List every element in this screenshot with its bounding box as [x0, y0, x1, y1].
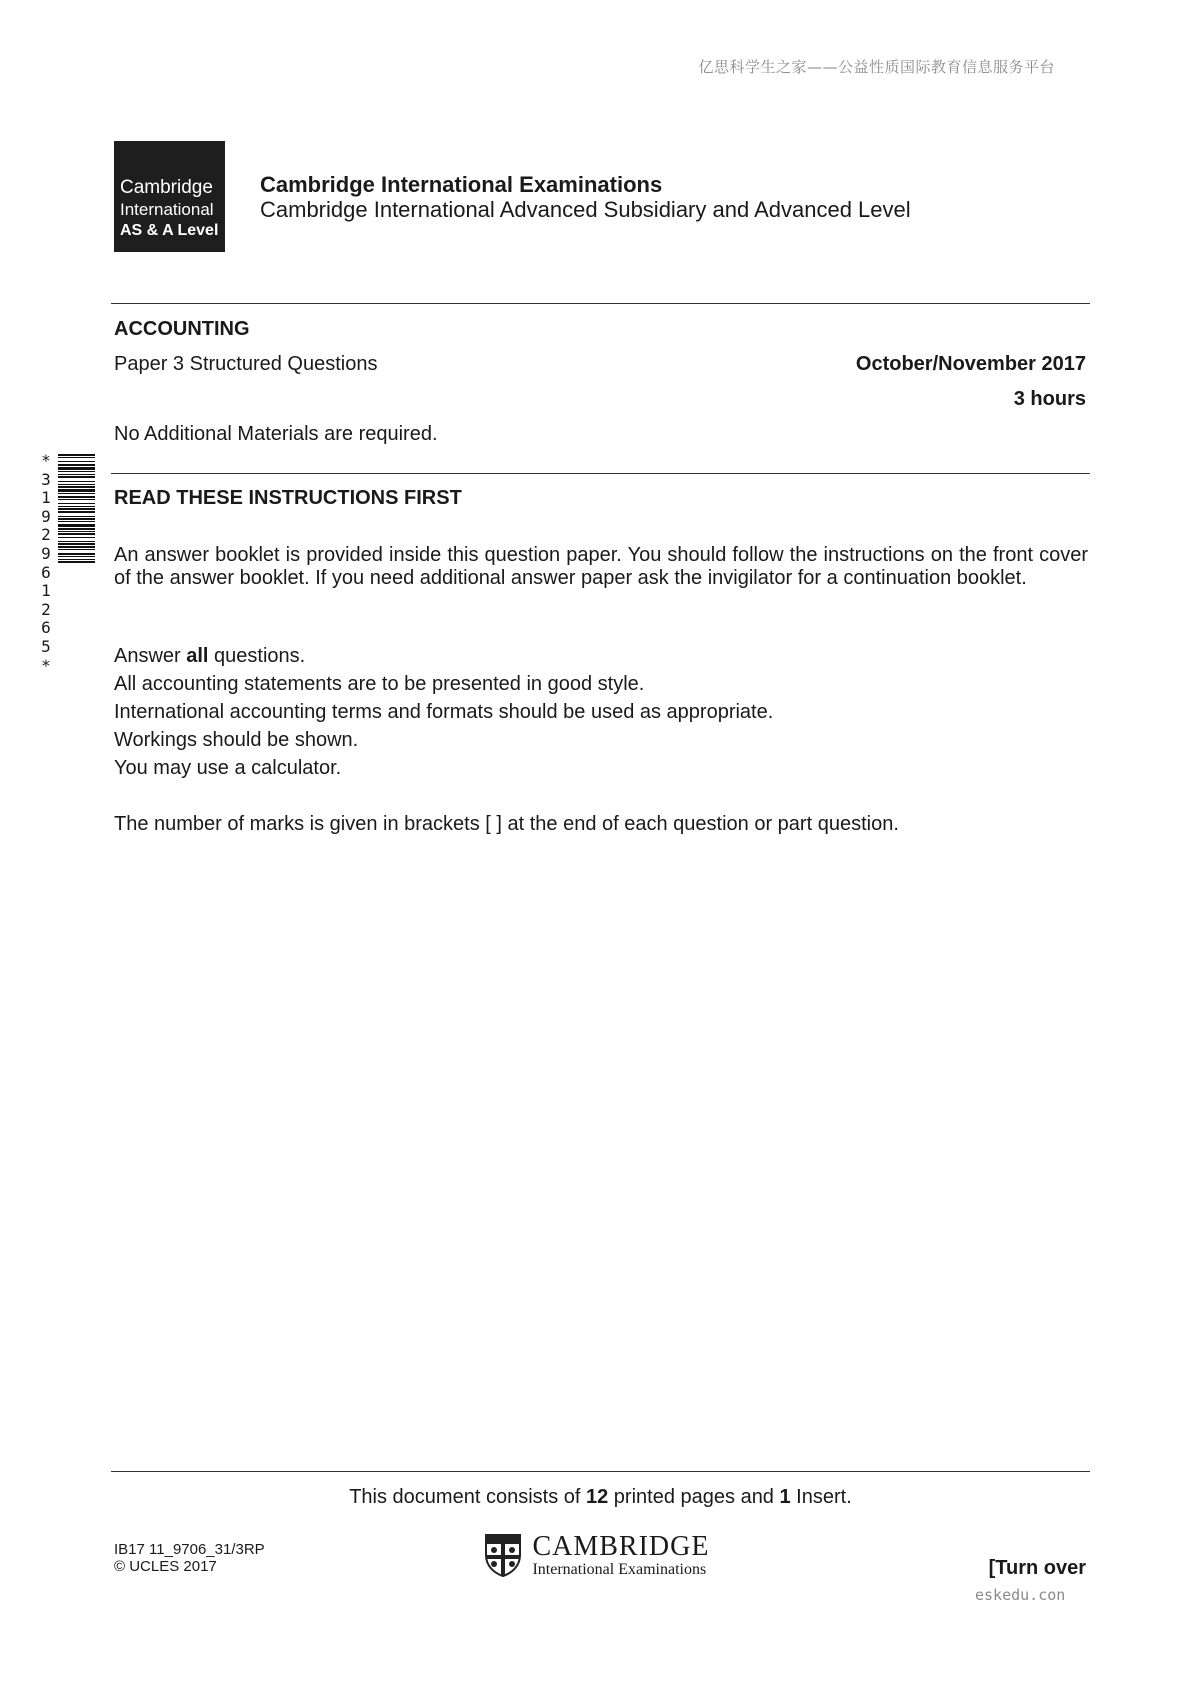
instruction-terms: International accounting terms and formats should be used as appropriate.	[114, 701, 774, 723]
instruction-workings: Workings should be shown.	[114, 729, 359, 751]
subject-title: ACCOUNTING	[114, 318, 250, 340]
barcode-digit: 1	[41, 488, 51, 508]
logo-line3: AS & A Level	[120, 222, 219, 239]
materials-note: No Additional Materials are required.	[114, 423, 438, 445]
cambridge-name: CAMBRIDGE	[532, 1531, 710, 1562]
document-code-block	[114, 1541, 265, 1575]
logo-line2: International	[120, 200, 214, 219]
answer-bold: all	[186, 645, 209, 667]
cambridge-as-a-level-logo	[114, 141, 225, 252]
divider-top	[111, 303, 1090, 304]
barcode-digit: 5	[41, 636, 51, 656]
header-subtitle: Cambridge International Advanced Subsidiary and Advanced Level	[260, 197, 911, 222]
barcode-digit: 6	[41, 618, 51, 638]
turn-over: [Turn over	[988, 1557, 1086, 1579]
divider-instructions	[111, 473, 1090, 474]
barcode-digit: 6	[41, 562, 51, 582]
cambridge-sub: International Examinations	[532, 1561, 707, 1578]
cambridge-wordmark	[532, 1533, 709, 1579]
answer-prefix: Answer	[114, 645, 187, 667]
insert-count: 1	[779, 1486, 791, 1508]
instruction-marks: The number of marks is given in brackets [ ] at the end of each question or part question.	[114, 813, 899, 835]
barcode-digit: 1	[41, 581, 51, 601]
instruction-good-style: All accounting statements are to be presented in good style.	[114, 673, 645, 695]
page-count-statement	[0, 1486, 1191, 1509]
barcode-digit: 9	[41, 543, 51, 563]
session-date: October/November 2017	[855, 353, 1086, 375]
instructions-paragraph: An answer booklet is provided inside this question paper. You should follow the instructions on the front cover of the answer booklet. If you need additional answer paper ask the invigilator for a continuation booklet.	[114, 544, 1088, 589]
logo-line1: Cambridge	[120, 177, 213, 198]
barcode-digits	[36, 452, 56, 675]
barcode-icon	[58, 452, 95, 678]
instructions-heading: READ THESE INSTRUCTIONS FIRST	[114, 487, 462, 509]
answer-suffix: questions.	[208, 645, 306, 667]
barcode-digit: *	[41, 655, 51, 675]
cambridge-shield-icon	[484, 1533, 522, 1577]
barcode-digit: 3	[41, 469, 51, 489]
cambridge-logo	[484, 1533, 709, 1579]
document-code: IB17 11_9706_31/3RP	[114, 1541, 265, 1558]
instruction-answer-all	[114, 645, 305, 668]
copyright: © UCLES 2017	[114, 1558, 217, 1575]
consists-b: printed pages and	[608, 1486, 780, 1508]
page-count: 12	[586, 1486, 609, 1508]
barcode-digit: 2	[41, 599, 51, 619]
consists-a: This document consists of	[349, 1486, 586, 1508]
instruction-calculator: You may use a calculator.	[114, 757, 342, 779]
header-title: Cambridge International Examinations	[260, 172, 663, 197]
consists-c: Insert.	[790, 1486, 852, 1508]
barcode-digit: *	[41, 451, 51, 470]
watermark-top: 亿思科学生之家——公益性质国际教育信息服务平台	[698, 58, 1055, 76]
barcode-digit: 2	[41, 525, 51, 545]
divider-footer	[111, 1471, 1090, 1472]
watermark-bottom: eskedu.con	[975, 1586, 1066, 1604]
barcode-digit: 9	[41, 506, 51, 526]
paper-title: Paper 3 Structured Questions	[114, 353, 378, 375]
duration: 3 hours	[1013, 388, 1086, 410]
